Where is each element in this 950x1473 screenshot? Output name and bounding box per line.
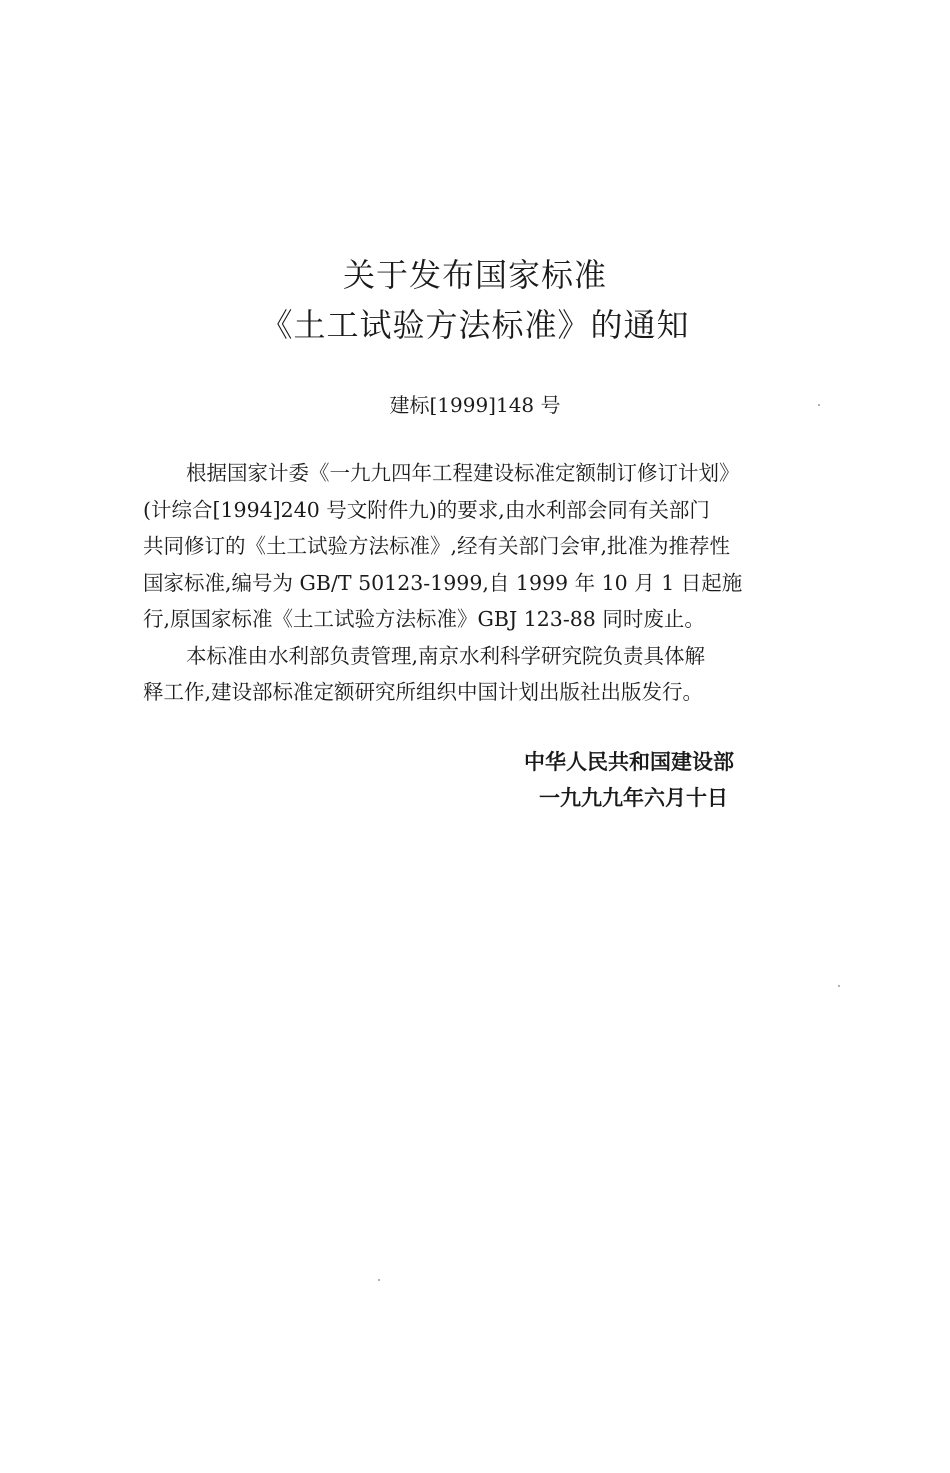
body-line: 根据国家计委《一九九四年工程建设标准定额制订修订计划》	[186, 461, 740, 485]
issue-date: 一九九九年六月十日	[539, 786, 728, 810]
scan-speck	[838, 985, 840, 987]
body-line: 共同修订的《土工试验方法标准》,经有关部门会审,批准为推荐性	[143, 534, 731, 558]
notice-title	[0, 250, 950, 350]
notice-body	[143, 455, 813, 711]
body-line: 国家标准,编号为 GB/T 50123-1999,自 1999 年 10 月 1 日起施	[143, 570, 743, 595]
body-line: 行,原国家标准《土工试验方法标准》GBJ 123-88 同时废止。	[143, 607, 705, 631]
title-line-2: 《土工试验方法标准》的通知	[260, 306, 690, 344]
issuer-name: 中华人民共和国建设部	[524, 750, 734, 774]
body-line: (计综合[1994]240 号文附件九)的要求,由水利部会同有关部门	[143, 497, 710, 522]
scan-speck	[378, 1279, 380, 1281]
document-number: 建标[1999]148 号	[389, 393, 561, 417]
scan-speck	[818, 404, 820, 406]
body-line: 本标准由水利部负责管理,南京水利科学研究院负责具体解	[186, 643, 706, 668]
signature-block	[524, 744, 734, 816]
title-line-1: 关于发布国家标准	[342, 256, 607, 294]
body-line: 释工作,建设部标准定额研究所组织中国计划出版社出版发行。	[143, 680, 704, 704]
